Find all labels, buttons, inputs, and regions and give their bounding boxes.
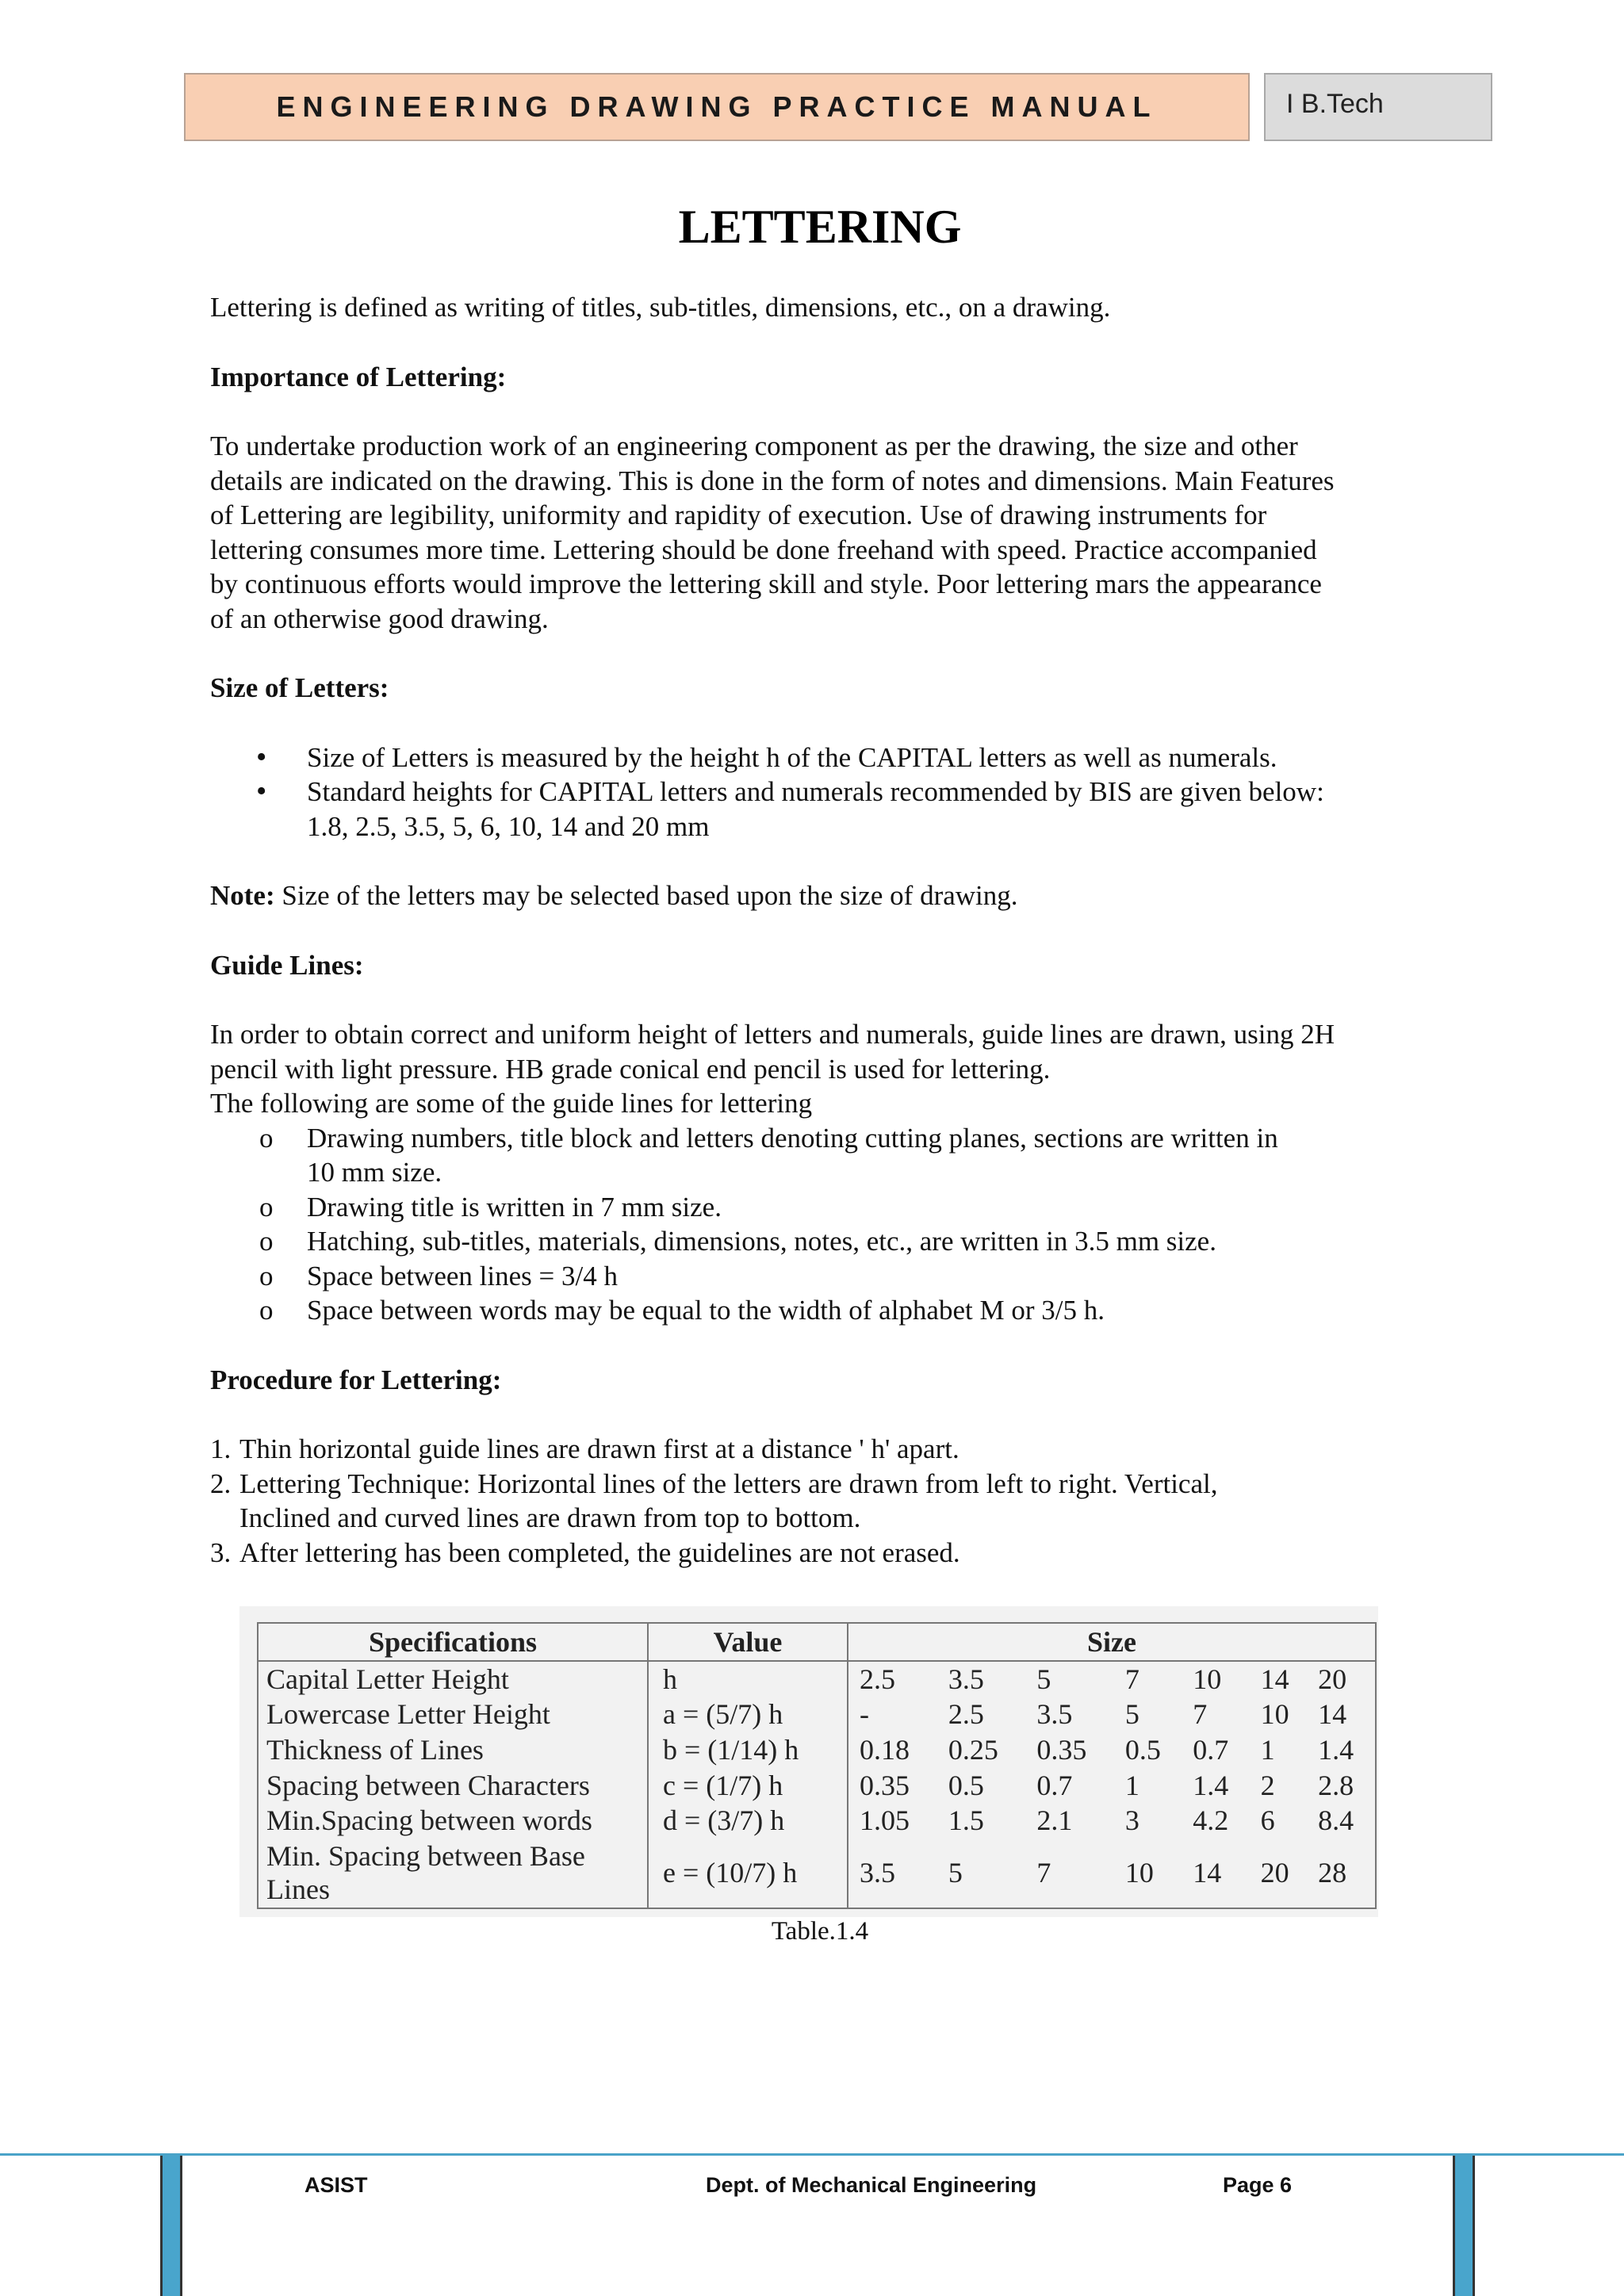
size-cell: 1.5 xyxy=(948,1804,984,1837)
size-cell: 1.4 xyxy=(1307,1732,1376,1768)
footer-rule xyxy=(0,2153,1624,2156)
table-row xyxy=(258,1839,1376,1908)
value-cell: d = (3/7) h xyxy=(648,1803,848,1839)
table-row xyxy=(258,1697,1376,1733)
footer-institution: ASIST xyxy=(304,2173,368,2197)
size-cell: 5 xyxy=(1036,1663,1051,1695)
paragraph-line: In order to obtain correct and uniform height of letters and numerals, guide lines are drawn, using 2H xyxy=(210,1019,1335,1050)
paragraph-line: of an otherwise good drawing. xyxy=(210,603,549,634)
spec-cell: Min. Spacing between Base Lines xyxy=(258,1839,648,1908)
list-item: o Space between words may be equal to the width of alphabet M or 3/5 h. xyxy=(210,1293,1429,1328)
paragraph-line: lettering consumes more time. Lettering should be done freehand with speed. Practice accompanied xyxy=(210,534,1317,565)
table-row xyxy=(258,1768,1376,1804)
size-cell: 10 xyxy=(1114,1839,1182,1908)
table-caption: Table.1.4 xyxy=(771,1917,869,1946)
size-cell: 0.7 xyxy=(1193,1733,1229,1766)
value-cell: c = (1/7) h xyxy=(648,1768,848,1804)
footer-department: Dept. of Mechanical Engineering xyxy=(706,2173,1037,2197)
size-cell: 14 xyxy=(1307,1697,1376,1733)
list-item: 3. After lettering has been completed, the guidelines are not erased. xyxy=(210,1536,960,1568)
size-cell: - xyxy=(848,1697,937,1733)
size-cell: 0.5 xyxy=(1124,1733,1161,1766)
size-cell: 5 xyxy=(1124,1698,1139,1731)
guide-lines-heading: Guide Lines: xyxy=(210,949,364,981)
spec-cell: Spacing between Characters xyxy=(258,1768,648,1804)
table-row xyxy=(258,1803,1376,1839)
size-cell: 3.5 xyxy=(848,1839,937,1908)
size-cell: 7 xyxy=(1124,1663,1139,1695)
intro-text: Lettering is defined as writing of titles, sub-titles, dimensions, etc., on a drawing. xyxy=(210,292,1111,323)
procedure-heading: Procedure for Lettering: xyxy=(210,1364,502,1395)
size-cell: 0.35 xyxy=(848,1768,937,1804)
size-cell: 20 xyxy=(1250,1839,1307,1908)
paragraph-line: pencil with light pressure. HB grade conical end pencil is used for lettering. xyxy=(210,1053,1051,1085)
column-header: Value xyxy=(648,1623,848,1661)
value-cell: e = (10/7) h xyxy=(648,1839,848,1908)
specifications-table xyxy=(257,1622,1377,1909)
size-cell: 5 xyxy=(937,1839,1025,1908)
manual-title: ENGINEERING DRAWING PRACTICE MANUAL xyxy=(276,90,1158,123)
value-cell: a = (5/7) h xyxy=(648,1697,848,1733)
importance-paragraph xyxy=(210,429,1429,636)
footer-left-bar xyxy=(160,2156,182,2296)
main-content xyxy=(210,290,1429,1570)
spec-cell: Min.Spacing between words xyxy=(258,1803,648,1839)
list-item: o Drawing numbers, title block and letters denoting cutting planes, sections are written in 10 mm size. xyxy=(210,1121,1429,1190)
paragraph-line: by continuous efforts would improve the lettering skill and style. Poor lettering mars the appearance xyxy=(210,568,1322,599)
paragraph-line: To undertake production work of an engineering component as per the drawing, the size and other xyxy=(210,430,1298,461)
spec-cell: Lowercase Letter Height xyxy=(258,1697,648,1733)
size-cell: 3.5 xyxy=(948,1663,984,1695)
size-cell: 3 xyxy=(1124,1804,1139,1837)
size-cell: 2.1 xyxy=(1036,1804,1073,1837)
size-cell: 1.05 xyxy=(848,1803,937,1839)
size-cell: 1 xyxy=(1124,1769,1139,1801)
size-cell: 8.4 xyxy=(1307,1803,1376,1839)
size-cell: 0.7 xyxy=(1036,1769,1073,1801)
size-cell: 0.5 xyxy=(948,1769,984,1801)
size-cell: 6 xyxy=(1260,1804,1275,1837)
procedure-list xyxy=(210,1432,1429,1570)
value-cell: h xyxy=(648,1661,848,1697)
size-cell: 10 xyxy=(1260,1698,1289,1731)
table-row xyxy=(258,1732,1376,1768)
paragraph-line: of Lettering are legibility, uniformity and rapidity of execution. Use of drawing instruments for xyxy=(210,499,1267,530)
paragraph-line: details are indicated on the drawing. This is done in the form of notes and dimensions. Main Features xyxy=(210,465,1335,496)
list-item: o Hatching, sub-titles, materials, dimensions, notes, etc., are written in 3.5 mm size. xyxy=(210,1224,1429,1259)
size-cell: 14 xyxy=(1182,1839,1249,1908)
table-row xyxy=(258,1661,1376,1697)
importance-heading: Importance of Lettering: xyxy=(210,361,507,392)
list-item: • Standard heights for CAPITAL letters and numerals recommended by BIS are given below: 1.8, 2.5, 3.5, 5, 6, 10, 14 and 20 mm xyxy=(210,775,1429,844)
guide-lines-list xyxy=(210,1121,1429,1328)
course-label: I B.Tech xyxy=(1286,89,1384,119)
size-cell: 1.4 xyxy=(1193,1769,1229,1801)
size-cell: 3.5 xyxy=(1036,1698,1073,1731)
size-cell: 2.5 xyxy=(848,1661,937,1697)
page-title: LETTERING xyxy=(678,201,962,253)
size-cell: 0.18 xyxy=(848,1732,937,1768)
size-bullet-list xyxy=(210,740,1429,844)
manual-title-banner xyxy=(184,73,1250,141)
size-cell: 7 xyxy=(1193,1698,1208,1731)
list-item: 1. Thin horizontal guide lines are drawn first at a distance ' h' apart. xyxy=(210,1433,959,1464)
size-cell: 0.25 xyxy=(948,1733,998,1766)
spec-cell: Capital Letter Height xyxy=(258,1661,648,1697)
column-header: Specifications xyxy=(258,1623,648,1661)
size-heading: Size of Letters: xyxy=(210,672,389,703)
size-cell: 10 xyxy=(1193,1663,1222,1695)
specifications-table-image xyxy=(239,1606,1378,1917)
size-cell: 2.5 xyxy=(948,1698,984,1731)
column-header: Size xyxy=(848,1623,1376,1661)
list-item: o Drawing title is written in 7 mm size. xyxy=(210,1190,1429,1225)
spec-cell: Thickness of Lines xyxy=(258,1732,648,1768)
value-cell: b = (1/14) h xyxy=(648,1732,848,1768)
size-cell: 7 xyxy=(1025,1839,1113,1908)
note-text: Note: Size of the letters may be selected based upon the size of drawing. xyxy=(210,880,1018,911)
paragraph-line: The following are some of the guide lines for lettering xyxy=(210,1088,813,1119)
footer-right-bar xyxy=(1453,2156,1475,2296)
size-cell: 14 xyxy=(1260,1663,1289,1695)
course-label-box xyxy=(1264,73,1492,141)
list-item: 2. Lettering Technique: Horizontal lines of the letters are drawn from left to right. Vertical, Inclined and curved lines are drawn from top to bottom. xyxy=(210,1468,1218,1533)
size-cell: 2.8 xyxy=(1307,1768,1376,1804)
footer-page-number: Page 6 xyxy=(1223,2173,1293,2197)
list-item: o Space between lines = 3/4 h xyxy=(210,1259,1429,1294)
note-label: Note: xyxy=(210,880,275,911)
size-cell: 0.35 xyxy=(1036,1733,1087,1766)
size-cell: 20 xyxy=(1307,1661,1376,1697)
list-item: • Size of Letters is measured by the height h of the CAPITAL letters as well as numerals. xyxy=(210,740,1429,775)
size-cell: 1 xyxy=(1260,1733,1275,1766)
size-cell: 28 xyxy=(1307,1839,1376,1908)
size-cell: 4.2 xyxy=(1193,1804,1229,1837)
table-header-row xyxy=(258,1623,1376,1661)
size-cell: 2 xyxy=(1260,1769,1275,1801)
